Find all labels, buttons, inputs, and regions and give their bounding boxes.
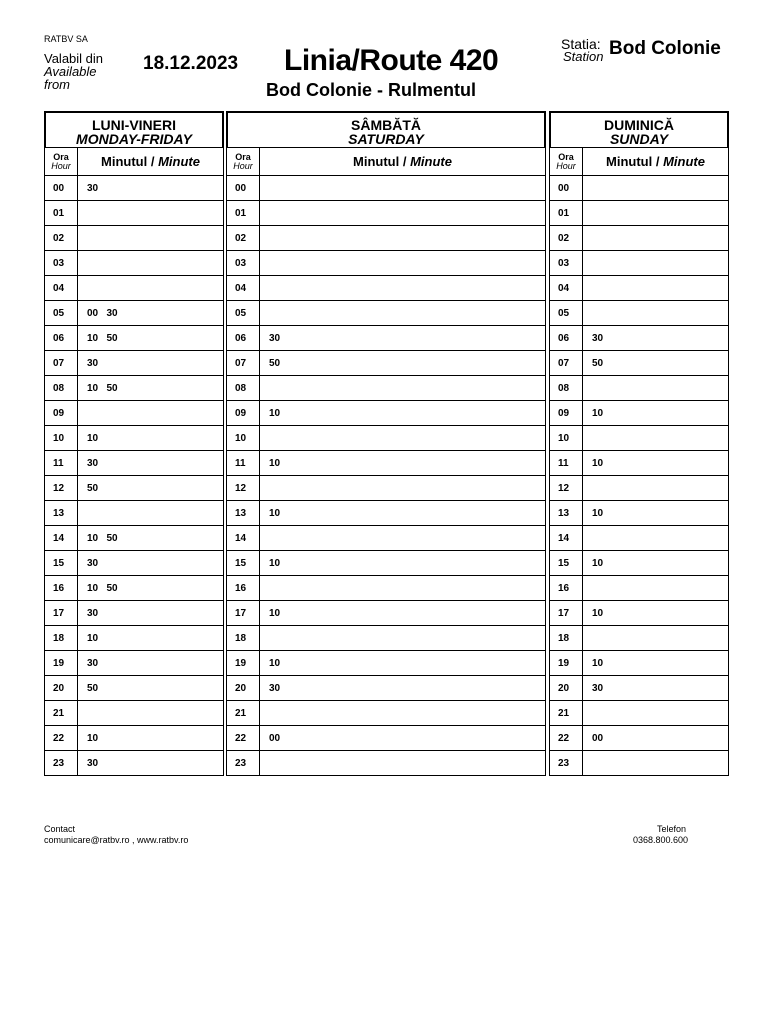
minutes-cell: 10 50	[78, 526, 224, 551]
table-row	[45, 251, 224, 276]
table-row	[550, 576, 729, 601]
minutes-cell: 10	[260, 601, 546, 626]
minutes-cell: 10	[583, 451, 729, 476]
minutes-cell	[260, 751, 546, 776]
station-label-en: Station	[563, 49, 604, 64]
table-row	[45, 726, 224, 751]
minutes-cell: 30	[583, 326, 729, 351]
table-row	[550, 276, 729, 301]
table-row	[227, 576, 546, 601]
minutes-cell: 30	[260, 676, 546, 701]
table-row	[550, 751, 729, 776]
hour-label-ro: Ora	[53, 151, 69, 162]
minute-label-ro: Minutul /	[353, 154, 407, 169]
hour-cell: 14	[45, 526, 78, 551]
minutes-cell: 30	[78, 651, 224, 676]
hour-cell: 04	[227, 276, 260, 301]
hour-cell: 20	[45, 676, 78, 701]
table-row	[227, 176, 546, 201]
minutes-cell: 10	[583, 501, 729, 526]
minutes-cell: 30	[78, 451, 224, 476]
hour-cell: 15	[45, 551, 78, 576]
hour-cell: 13	[227, 501, 260, 526]
minutes-cell	[583, 476, 729, 501]
table-row	[45, 276, 224, 301]
table-row	[227, 626, 546, 651]
valid-from-label-en-2: from	[44, 77, 70, 92]
hour-cell: 21	[227, 701, 260, 726]
table-row	[550, 601, 729, 626]
minutes-cell	[78, 401, 224, 426]
hour-cell: 05	[45, 301, 78, 326]
table-row	[550, 376, 729, 401]
table-row	[550, 251, 729, 276]
minutes-cell	[260, 426, 546, 451]
table-row	[227, 276, 546, 301]
minutes-cell	[583, 176, 729, 201]
hour-cell: 14	[227, 526, 260, 551]
table-row	[45, 326, 224, 351]
table-row	[45, 226, 224, 251]
minutes-cell: 10	[260, 451, 546, 476]
hour-cell: 10	[45, 426, 78, 451]
hour-cell: 09	[550, 401, 583, 426]
hour-cell: 05	[550, 301, 583, 326]
minutes-cell	[260, 176, 546, 201]
minutes-cell	[260, 576, 546, 601]
table-row	[45, 176, 224, 201]
minutes-cell	[583, 201, 729, 226]
hour-cell: 18	[550, 626, 583, 651]
phone-block	[604, 824, 688, 846]
hour-cell: 19	[227, 651, 260, 676]
minutes-cell: 30	[78, 551, 224, 576]
hour-cell: 16	[227, 576, 260, 601]
company-name: RATBV SA	[44, 34, 88, 44]
hour-cell: 09	[45, 401, 78, 426]
hour-cell: 08	[45, 376, 78, 401]
table-row	[550, 176, 729, 201]
hour-cell: 04	[45, 276, 78, 301]
hour-cell: 11	[45, 451, 78, 476]
minutes-cell: 50	[78, 476, 224, 501]
hour-cell: 22	[550, 726, 583, 751]
hour-cell: 01	[227, 201, 260, 226]
table-row	[227, 676, 546, 701]
minutes-cell	[78, 201, 224, 226]
route-title: Linia/Route 420	[284, 44, 499, 77]
minutes-cell: 30	[78, 601, 224, 626]
table-row	[550, 301, 729, 326]
saturday-title-ro: SÂMBĂTĂ	[351, 117, 421, 133]
table-row	[45, 701, 224, 726]
minutes-cell	[583, 251, 729, 276]
column-header-row	[45, 148, 224, 176]
minute-label-ro: Minutul /	[101, 154, 155, 169]
minutes-cell: 10	[260, 551, 546, 576]
minutes-cell	[583, 276, 729, 301]
table-row	[45, 551, 224, 576]
hour-cell: 14	[550, 526, 583, 551]
hour-label-en: Hour	[233, 160, 253, 171]
hour-cell: 07	[227, 351, 260, 376]
hour-cell: 19	[45, 651, 78, 676]
table-row	[227, 251, 546, 276]
hour-label-en: Hour	[51, 160, 71, 171]
minutes-cell	[583, 701, 729, 726]
minutes-cell	[260, 276, 546, 301]
table-row	[227, 551, 546, 576]
hour-cell: 11	[227, 451, 260, 476]
minutes-cell	[78, 501, 224, 526]
column-header-row	[227, 148, 546, 176]
minutes-cell: 00 30	[78, 301, 224, 326]
minutes-cell: 10	[78, 426, 224, 451]
hour-cell: 00	[45, 176, 78, 201]
table-row	[227, 601, 546, 626]
minutes-cell: 10	[583, 401, 729, 426]
minute-label-en: Minute	[158, 154, 200, 169]
hour-cell: 18	[45, 626, 78, 651]
hour-cell: 09	[227, 401, 260, 426]
valid-from-label-en-1: Available	[44, 64, 97, 79]
minutes-cell: 10 50	[78, 326, 224, 351]
hour-cell: 13	[45, 501, 78, 526]
hour-cell: 06	[550, 326, 583, 351]
minutes-cell: 10	[78, 726, 224, 751]
table-row	[227, 501, 546, 526]
table-row	[227, 526, 546, 551]
table-row	[227, 301, 546, 326]
hour-cell: 08	[227, 376, 260, 401]
hour-cell: 04	[550, 276, 583, 301]
hour-column-header	[550, 148, 583, 176]
table-row	[45, 401, 224, 426]
table-row	[227, 376, 546, 401]
minutes-cell	[260, 251, 546, 276]
minute-column-header	[78, 148, 224, 176]
phone-label: Telefon	[656, 824, 686, 834]
table-row	[227, 426, 546, 451]
minutes-cell	[260, 376, 546, 401]
table-row	[550, 451, 729, 476]
hour-cell: 11	[550, 451, 583, 476]
hour-cell: 13	[550, 501, 583, 526]
table-row	[45, 501, 224, 526]
saturday-table	[226, 147, 546, 776]
valid-from-label-ro: Valabil din	[44, 51, 104, 66]
minutes-cell	[260, 626, 546, 651]
station-label-ro: Statia:	[561, 36, 601, 52]
hour-cell: 08	[550, 376, 583, 401]
minutes-cell	[260, 301, 546, 326]
weekday-panel	[44, 111, 224, 776]
hour-cell: 23	[550, 751, 583, 776]
minutes-cell: 00	[583, 726, 729, 751]
column-header-row	[550, 148, 729, 176]
phone-value: 0368.800.600	[632, 835, 688, 845]
minutes-cell	[583, 626, 729, 651]
sunday-title-en: SUNDAY	[609, 131, 669, 147]
table-row	[45, 751, 224, 776]
table-row	[45, 576, 224, 601]
hour-cell: 05	[227, 301, 260, 326]
minutes-cell	[78, 701, 224, 726]
hour-cell: 15	[550, 551, 583, 576]
table-row	[550, 551, 729, 576]
minutes-cell	[583, 426, 729, 451]
table-row	[550, 526, 729, 551]
hour-cell: 00	[227, 176, 260, 201]
sunday-panel	[549, 111, 729, 776]
hour-label-ro: Ora	[235, 151, 251, 162]
table-row	[227, 701, 546, 726]
minutes-cell: 30	[260, 326, 546, 351]
table-row	[45, 376, 224, 401]
table-row	[550, 351, 729, 376]
hour-cell: 07	[550, 351, 583, 376]
minute-column-header	[260, 148, 546, 176]
hour-cell: 17	[45, 601, 78, 626]
weekday-title-en: MONDAY-FRIDAY	[76, 131, 192, 147]
hour-label-ro: Ora	[558, 151, 574, 162]
valid-date: 18.12.2023	[143, 53, 239, 74]
table-row	[550, 626, 729, 651]
minutes-cell: 10 50	[78, 576, 224, 601]
minutes-cell	[78, 251, 224, 276]
sunday-header	[549, 111, 729, 147]
table-row	[227, 226, 546, 251]
minutes-cell: 30	[583, 676, 729, 701]
minutes-cell: 50	[78, 676, 224, 701]
hour-cell: 22	[45, 726, 78, 751]
hour-cell: 22	[227, 726, 260, 751]
minute-label-ro: Minutul /	[606, 154, 660, 169]
minutes-cell	[78, 226, 224, 251]
minutes-cell: 30	[78, 351, 224, 376]
table-row	[227, 201, 546, 226]
hour-cell: 21	[45, 701, 78, 726]
minutes-cell: 10	[260, 401, 546, 426]
minutes-cell	[583, 751, 729, 776]
minutes-cell: 30	[78, 176, 224, 201]
contact-label: Contact	[44, 824, 76, 834]
table-row	[227, 751, 546, 776]
hour-cell: 06	[227, 326, 260, 351]
weekday-title-ro: LUNI-VINERI	[92, 117, 176, 133]
hour-cell: 18	[227, 626, 260, 651]
table-row	[550, 501, 729, 526]
hour-cell: 16	[45, 576, 78, 601]
minutes-cell: 30	[78, 751, 224, 776]
table-row	[45, 526, 224, 551]
minutes-cell: 50	[260, 351, 546, 376]
table-row	[45, 476, 224, 501]
contact-value: comunicare@ratbv.ro , www.ratbv.ro	[44, 835, 189, 845]
minutes-cell: 50	[583, 351, 729, 376]
table-row	[45, 426, 224, 451]
hour-cell: 01	[550, 201, 583, 226]
weekday-header	[44, 111, 224, 147]
table-row	[550, 201, 729, 226]
hour-cell: 17	[227, 601, 260, 626]
table-row	[45, 451, 224, 476]
table-row	[45, 651, 224, 676]
minutes-cell	[78, 276, 224, 301]
minutes-cell	[260, 226, 546, 251]
minutes-cell: 10	[260, 651, 546, 676]
hour-cell: 17	[550, 601, 583, 626]
minutes-cell	[260, 476, 546, 501]
hour-cell: 20	[550, 676, 583, 701]
minute-label-en: Minute	[663, 154, 705, 169]
hour-cell: 02	[45, 226, 78, 251]
hour-cell: 12	[227, 476, 260, 501]
hour-cell: 23	[227, 751, 260, 776]
minute-label-en: Minute	[410, 154, 452, 169]
table-row	[45, 351, 224, 376]
weekday-table	[44, 147, 224, 776]
hour-cell: 15	[227, 551, 260, 576]
hour-cell: 23	[45, 751, 78, 776]
hour-cell: 12	[550, 476, 583, 501]
saturday-header	[226, 111, 546, 147]
minutes-cell	[583, 376, 729, 401]
minutes-cell	[583, 301, 729, 326]
table-row	[550, 426, 729, 451]
minutes-cell: 00	[260, 726, 546, 751]
table-row	[45, 676, 224, 701]
station-name: Bod Colonie	[609, 38, 721, 59]
minutes-cell: 10	[583, 651, 729, 676]
sunday-table	[549, 147, 729, 776]
hour-cell: 03	[227, 251, 260, 276]
table-row	[45, 301, 224, 326]
table-row	[227, 326, 546, 351]
hour-cell: 16	[550, 576, 583, 601]
table-row	[550, 726, 729, 751]
table-row	[550, 676, 729, 701]
hour-cell: 03	[550, 251, 583, 276]
table-row	[45, 201, 224, 226]
hour-cell: 10	[227, 426, 260, 451]
minutes-cell	[260, 701, 546, 726]
table-row	[550, 476, 729, 501]
table-row	[227, 401, 546, 426]
hour-cell: 03	[45, 251, 78, 276]
table-row	[550, 401, 729, 426]
hour-cell: 19	[550, 651, 583, 676]
minutes-cell: 10	[583, 551, 729, 576]
table-row	[227, 451, 546, 476]
minutes-cell	[260, 526, 546, 551]
hour-cell: 07	[45, 351, 78, 376]
hour-column-header	[227, 148, 260, 176]
route-destination: Bod Colonie - Rulmentul	[266, 80, 476, 100]
table-row	[550, 701, 729, 726]
table-row	[550, 326, 729, 351]
minute-column-header	[583, 148, 729, 176]
table-row	[227, 476, 546, 501]
table-row	[550, 651, 729, 676]
contact-block	[44, 824, 188, 846]
table-row	[227, 726, 546, 751]
minutes-cell	[583, 226, 729, 251]
hour-cell: 00	[550, 176, 583, 201]
hour-column-header	[45, 148, 78, 176]
saturday-panel	[226, 111, 546, 776]
hour-cell: 02	[227, 226, 260, 251]
minutes-cell: 10	[583, 601, 729, 626]
table-row	[227, 651, 546, 676]
minutes-cell: 10	[260, 501, 546, 526]
hour-cell: 06	[45, 326, 78, 351]
hour-label-en: Hour	[556, 160, 576, 171]
hour-cell: 10	[550, 426, 583, 451]
sunday-title-ro: DUMINICĂ	[604, 117, 674, 133]
minutes-cell	[260, 201, 546, 226]
table-row	[45, 626, 224, 651]
hour-cell: 21	[550, 701, 583, 726]
saturday-title-en: SATURDAY	[348, 131, 424, 147]
table-row	[227, 351, 546, 376]
minutes-cell: 10 50	[78, 376, 224, 401]
table-row	[45, 601, 224, 626]
minutes-cell	[583, 526, 729, 551]
hour-cell: 01	[45, 201, 78, 226]
minutes-cell: 10	[78, 626, 224, 651]
hour-cell: 02	[550, 226, 583, 251]
minutes-cell	[583, 576, 729, 601]
table-row	[550, 226, 729, 251]
hour-cell: 12	[45, 476, 78, 501]
hour-cell: 20	[227, 676, 260, 701]
